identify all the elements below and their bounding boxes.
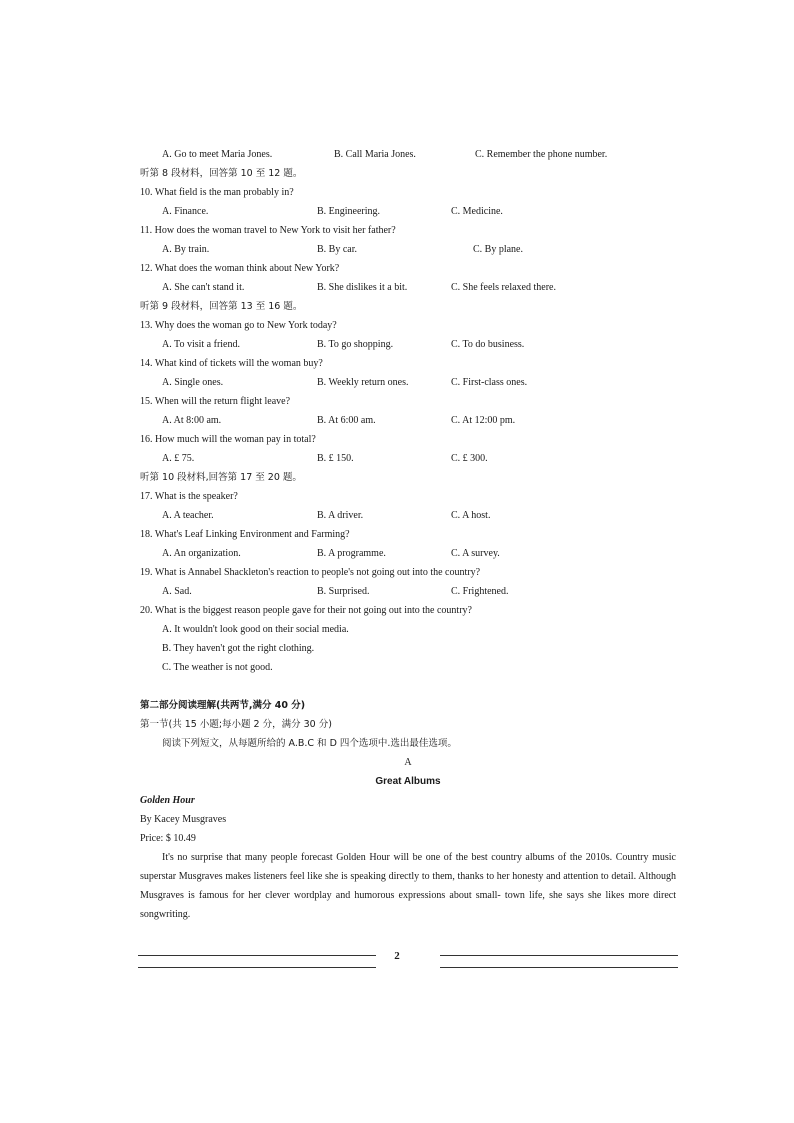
album-title: Golden Hour [140,795,195,806]
q18-option-c: C. A survey. [451,548,500,559]
q10-option-c: C. Medicine. [451,206,503,217]
footer-rule-right-bottom [440,967,678,968]
album-artist: By Kacey Musgraves [140,814,227,825]
q18-option-b: B. A programme. [317,548,386,559]
q20-option-c: C. The weather is not good. [162,662,273,673]
question-18: 18. What's Leaf Linking Environment and Farming? [140,529,350,540]
question-19: 19. What is Annabel Shackleton's reaction to people's not going out into the country? [140,567,481,578]
q19-option-b: B. Surprised. [317,586,370,597]
q10-option-b: B. Engineering. [317,206,381,217]
album-price: Price: $ 10.49 [140,833,196,844]
section-10-heading: 听第 10 段材料,回答第 17 至 20 题。 [140,472,302,483]
q13-option-b: B. To go shopping. [317,339,394,350]
q13-option-c: C. To do business. [451,339,525,350]
q12-option-c: C. She feels relaxed there. [451,282,556,293]
question-17: 17. What is the speaker? [140,491,238,502]
part-2-instruction: 阅读下列短文，从每题所给的 A.B.C 和 D 四个选项中.选出最佳选项。 [162,738,457,749]
q20-option-b: B. They haven't got the right clothing. [162,643,315,654]
q13-option-a: A. To visit a friend. [162,339,240,350]
q12-option-a: A. She can't stand it. [162,282,245,293]
album-paragraph: It's no surprise that many people forecast Golden Hour will be one of the best country albums of the 2010s. Country music superstar Musgraves makes listeners feel like she is speaking directly to them, thanks to her honesty and attention to detail. Although Musgraves is famous for her clever wordplay and humorous expressions about small- town life, she says she likes more direct songwriting. [140,852,676,920]
question-16: 16. How much will the woman pay in total? [140,434,316,445]
passage-title: Great Albums [375,776,441,787]
part-2-title: 第二部分阅读理解(共两节,满分 40 分) [140,700,306,711]
question-13: 13. Why does the woman go to New York today? [140,320,337,331]
q18-option-a: A. An organization. [162,548,241,559]
q15-option-c: C. At 12:00 pm. [451,415,516,426]
footer-rule-left-bottom [138,967,376,968]
q16-option-b: B. £ 150. [317,453,354,464]
q14-option-c: C. First-class ones. [451,377,528,388]
q14-option-b: B. Weekly return ones. [317,377,409,388]
q12-option-b: B. She dislikes it a bit. [317,282,408,293]
q16-option-c: C. £ 300. [451,453,488,464]
q15-option-b: B. At 6:00 am. [317,415,376,426]
section-8-heading: 听第 8 段材料，回答第 10 至 12 题。 [140,168,303,179]
q15-option-a: A. At 8:00 am. [162,415,222,426]
q19-option-a: A. Sad. [162,586,192,597]
question-14: 14. What kind of tickets will the woman buy? [140,358,323,369]
section-9-heading: 听第 9 段材料，回答第 13 至 16 题。 [140,301,303,312]
footer-rule-left-top [138,955,376,956]
passage-letter: A [404,757,412,768]
q17-option-a: A. A teacher. [162,510,214,521]
q19-option-c: C. Frightened. [451,586,509,597]
q11-option-c: C. By plane. [473,244,523,255]
q11-option-a: A. By train. [162,244,210,255]
page-number: 2 [394,950,400,962]
question-12: 12. What does the woman think about New York? [140,263,340,274]
question-15: 15. When will the return flight leave? [140,396,291,407]
q17-option-c: C. A host. [451,510,491,521]
q17-option-b: B. A driver. [317,510,364,521]
q9-option-c: C. Remember the phone number. [475,149,608,160]
q9-option-a: A. Go to meet Maria Jones. [162,149,273,160]
q14-option-a: A. Single ones. [162,377,224,388]
question-11: 11. How does the woman travel to New York to visit her father? [140,225,396,236]
question-20: 20. What is the biggest reason people gave for their not going out into the country? [140,605,472,616]
part-2-section-1: 第一节(共 15 小题;每小题 2 分，满分 30 分) [140,719,332,730]
q9-option-b: B. Call Maria Jones. [334,149,416,160]
q16-option-a: A. £ 75. [162,453,195,464]
question-10: 10. What field is the man probably in? [140,187,294,198]
q10-option-a: A. Finance. [162,206,209,217]
footer-rule-right-top [440,955,678,956]
q11-option-b: B. By car. [317,244,357,255]
q20-option-a: A. It wouldn't look good on their social media. [162,624,349,635]
